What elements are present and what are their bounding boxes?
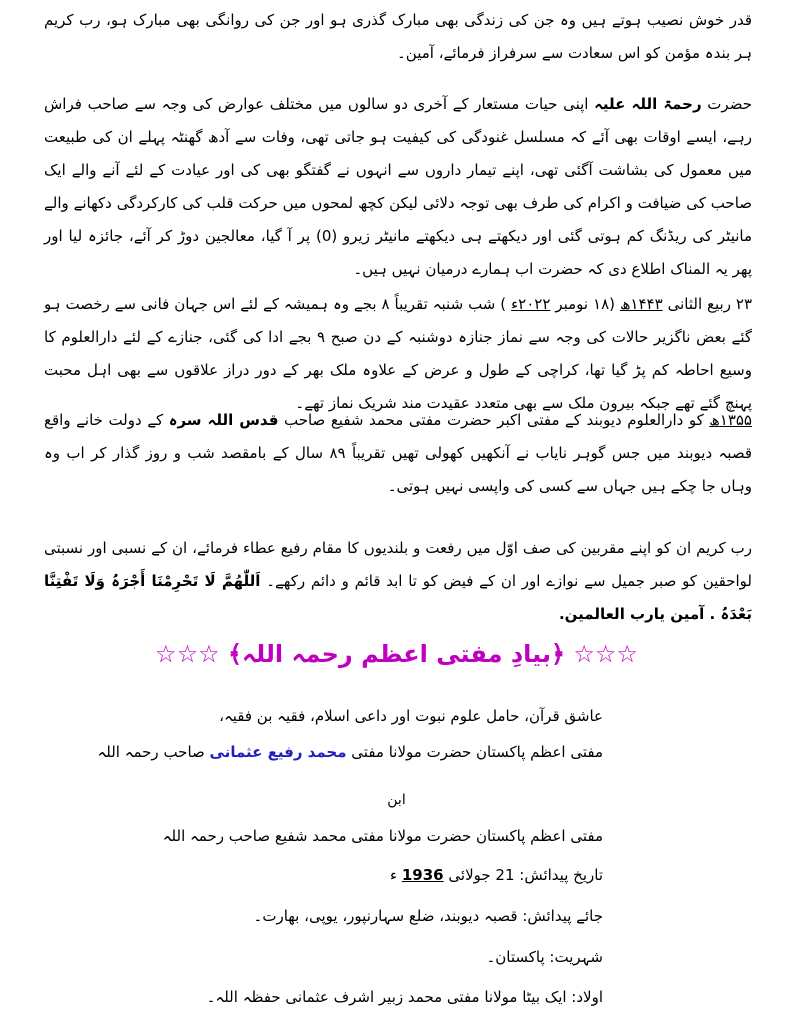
birth-year-hijri: ۱۳۵۵ھ [709, 411, 752, 429]
paragraph-passing-text: ) شب شنبہ تقریباً ۸ بجے وہ ہمیشہ کے لئے اس جہان فانی سے رخصت ہو گئے بعض ناگزیر حالات کی وجہ سے نماز جنازہ دوشنبہ کے دن صبح ۹ بجے ادا کی گئی، جنازے کے لئے دارالعلوم کا وسیع احاطہ کم پڑ گیا تھا، کراچی کے طول و عرض کے علاوہ ملک بھر کے دور دراز علاقوں سے بھی اہل محبت پہنچ گئے تھے جبکہ بیرون ملک سے بھی متعدد عقیدت مند شریک نماز تھے۔ [44, 295, 752, 412]
paragraph-birth-text-a: کو دارالعلوم دیوبند کے مفتی اکبر حضرت مفتی محمد شفیع صاحب [283, 411, 704, 429]
bio-line-father: مفتی اعظم پاکستان حضرت مولانا مفتی محمد شفیع صاحب رحمہ اللہ [162, 827, 603, 845]
bio-line-citizenship: شہریت: پاکستان۔ [486, 948, 603, 966]
bio-name-suffix: صاحب رحمہ اللہ [97, 743, 205, 761]
honorific-text: حضرت [707, 95, 752, 113]
paragraph-prayer [44, 532, 752, 631]
bio-name-highlight: محمد رفیع عثمانی [209, 743, 347, 761]
stars-left-icon: ☆☆☆ [155, 640, 220, 668]
paragraph-illness [44, 88, 752, 286]
paragraph-birth-text-b: کے دولت خانے واقع قصبہ دیوبند میں جس گوہر نایاب نے آنکھیں کھولی تھیں تقریباً ۸۹ سال کے بامقصد شب و روز گذار کر اب وہ وہاں جا چکے ہیں جہاں سے کسی کی واپسی نہیں ہوتی۔ [44, 411, 752, 495]
bio-line-birthdate [390, 866, 603, 884]
bio-name-prefix: مفتی اعظم پاکستان حضرت مولانا مفتی [351, 743, 603, 761]
paragraph-passing [44, 288, 752, 420]
honorific-bold: رحمۃ اللہ علیہ [594, 95, 702, 113]
honorific-father: قدس اللہ سرہ [168, 411, 279, 429]
hijri-date: ۲۳ ربیع الثانی [667, 295, 753, 313]
bio-line-name [97, 743, 603, 761]
section-heading [0, 640, 793, 668]
bio-birthdate-suffix: ء [390, 866, 398, 884]
hijri-year: ۱۴۴۳ھ [619, 295, 663, 313]
paragraph-intro-text: قدر خوش نصیب ہوتے ہیں وہ جن کی زندگی بھی مبارک گذری ہو اور جن کی روانگی بھی مبارک ہو، رب کریم ہر بندہ مؤمن کو اس سعادت سے سرفراز فرمائے، آمین۔ [44, 11, 752, 62]
stars-right-icon: ☆☆☆ [573, 640, 638, 668]
paragraph-illness-text: اپنی حیات مستعار کے آخری دو سالوں میں مختلف عوارض کی وجہ سے صاحب فراش رہے، ایسے اوقات بھی آئے کہ مسلسل غنودگی کی کیفیت ہو جاتی تھی، وفات سے آدھ گھنٹہ پہلے ان کی طبیعت میں معمول کی بشاشت آگئی تھی، اپنے تیمار داروں سے انہوں نے گفتگو بھی کی اور عیادت کے لئے آنے والے ایک صاحب کی ضیافت و اکرام کی طرف بھی توجہ دلائی لیکن کچھ لمحوں میں حرکت قلب کی کارکردگی دکھانے والے مانیٹر کی ریڈنگ کم ہوتی گئی اور دیکھتے ہی دیکھتے مانیٹر زیرو (0) پر آ گیا، معالجین دوڑ کر آئے، جائزہ لیا اور پھر یہ المناک اطلاع دی کہ حضرت اب ہمارے درمیان نہیں ہیں۔ [44, 95, 753, 278]
gregorian-year: ۲۰۲۲ء [511, 295, 551, 313]
bio-line-epithets: عاشق قرآن، حامل علوم نبوت اور داعی اسلام، فقیہ بن فقیہ، [219, 707, 603, 725]
bio-birth-year: 1936 [401, 866, 444, 884]
bio-ibn-label: ابن [387, 792, 406, 808]
gregorian-date: (۱۸ نومبر [555, 295, 615, 313]
bio-line-children: اولاد: ایک بیٹا مولانا مفتی محمد زبیر اشرف عثمانی حفظہ اللہ۔ [206, 988, 603, 1006]
dua-text: اَللّٰھُمَّ لَا تَحْرِمْنَا أَجْرَہُ وَلَا تَفْتِنَّا بَعْدَہُ . آمین یارب العالمین. [44, 572, 752, 623]
bio-birthdate-label: تاریخ پیدائش: 21 جولائی [448, 866, 603, 884]
bio-line-birthplace: جائے پیدائش: قصبہ دیوبند، ضلع سہارنپور، یوپی، بھارت۔ [253, 907, 603, 925]
paragraph-birth [44, 404, 752, 503]
heading-title: ﴿بیادِ مفتی اعظم رحمہ اللہ﴾ [227, 640, 566, 668]
paragraph-prayer-text: رب کریم ان کو اپنے مقربین کی صف اوّل میں رفعت و بلندیوں کا مقام رفیع عطاء فرمائے، ان کے نسبی اور نسبتی لواحقین کو صبر جمیل سے نوازے اور ان کے فیض کو تا ابد قائم و دائم رکھے۔ [44, 539, 752, 590]
paragraph-intro [44, 4, 752, 70]
